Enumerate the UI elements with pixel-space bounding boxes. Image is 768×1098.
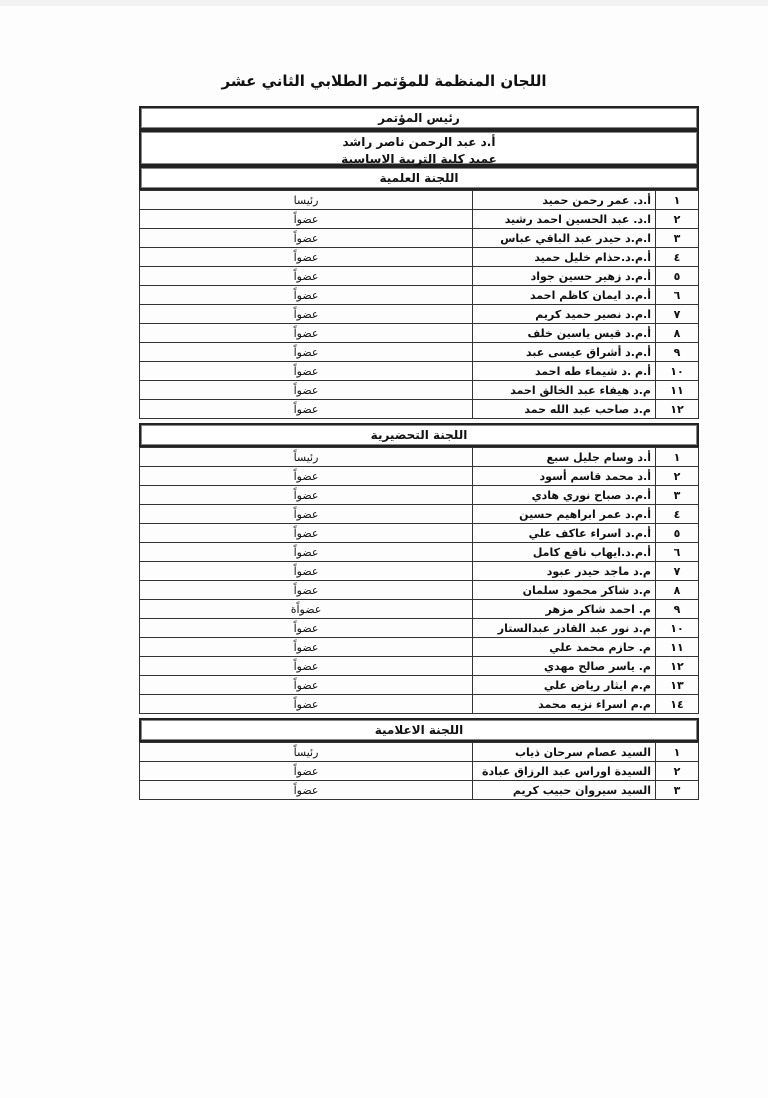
member-role: عضواً (140, 543, 473, 562)
committee-table-preparatory (139, 447, 699, 714)
table-row (140, 343, 699, 362)
committee-header-scientific: اللجنة العلمية (139, 166, 699, 190)
member-number: ١١ (656, 638, 699, 657)
table-row (140, 324, 699, 343)
member-number: ١ (656, 743, 699, 762)
member-role: رئيساً (140, 448, 473, 467)
member-name: م.د صاحب عبد الله حمد (473, 400, 656, 419)
member-role: عضواً (140, 381, 473, 400)
table-row (140, 676, 699, 695)
member-name: أ.م.د اسراء عاكف علي (473, 524, 656, 543)
member-name: أ.م.د عمر ابراهيم حسين (473, 505, 656, 524)
table-row (140, 600, 699, 619)
table-row (140, 762, 699, 781)
member-name: أ.م.د زهير حسين جواد (473, 267, 656, 286)
president-header: رئيس المؤتمر (139, 106, 699, 130)
member-number: ٥ (656, 524, 699, 543)
table-row (140, 191, 699, 210)
table-row (140, 381, 699, 400)
member-role: عضواً (140, 305, 473, 324)
member-number: ١١ (656, 381, 699, 400)
member-number: ٣ (656, 229, 699, 248)
president-title: عميد كلية التربية الاساسية (341, 152, 497, 166)
member-number: ١٢ (656, 657, 699, 676)
member-number: ١ (656, 191, 699, 210)
member-number: ٢ (656, 467, 699, 486)
member-name: ا.م.د حيدر عبد الباقي عباس (473, 229, 656, 248)
member-name: ا.د. عبد الحسين احمد رشيد (473, 210, 656, 229)
member-name: م.م ايثار رياض علي (473, 676, 656, 695)
table-row (140, 562, 699, 581)
table-row (140, 505, 699, 524)
table-row (140, 267, 699, 286)
committees-sheet (139, 106, 699, 800)
member-number: ١٣ (656, 676, 699, 695)
member-number: ٢ (656, 762, 699, 781)
member-number: ٥ (656, 267, 699, 286)
member-role: عضواً (140, 210, 473, 229)
member-role: عضواً (140, 562, 473, 581)
member-name: م. ياسر صالح مهدي (473, 657, 656, 676)
table-row (140, 400, 699, 419)
table-row (140, 229, 699, 248)
member-name: أ.م.د.ايهاب نافع كامل (473, 543, 656, 562)
member-name: أ.د وسام جليل سبع (473, 448, 656, 467)
member-number: ٦ (656, 543, 699, 562)
member-role: عضواً (140, 581, 473, 600)
member-role: عضواً (140, 762, 473, 781)
committee-table-scientific (139, 190, 699, 419)
president-block (139, 130, 699, 166)
member-name: ا.م.د نصير حميد كريم (473, 305, 656, 324)
member-role: رئيساً (140, 743, 473, 762)
member-role: عضواً (140, 638, 473, 657)
member-role: عضواً (140, 467, 473, 486)
table-row (140, 362, 699, 381)
member-number: ٣ (656, 486, 699, 505)
member-role: عضواً (140, 695, 473, 714)
member-role: عضواً (140, 676, 473, 695)
member-role: عضواً (140, 781, 473, 800)
member-role: عضواً (140, 486, 473, 505)
table-row (140, 638, 699, 657)
table-row (140, 743, 699, 762)
table-row (140, 305, 699, 324)
member-role: عضواً (140, 657, 473, 676)
committee-header-preparatory: اللجنة التحضيرية (139, 423, 699, 447)
member-number: ١ (656, 448, 699, 467)
table-row (140, 543, 699, 562)
member-role: عضواً (140, 267, 473, 286)
member-name: م.د شاكر محمود سلمان (473, 581, 656, 600)
member-name: م.م اسراء نزيه محمد (473, 695, 656, 714)
member-name: أ.م .د شيماء طه احمد (473, 362, 656, 381)
member-role: عضواً (140, 362, 473, 381)
table-row (140, 486, 699, 505)
member-role: عضواً (140, 524, 473, 543)
table-row (140, 581, 699, 600)
member-name: م. حازم محمد علي (473, 638, 656, 657)
member-name: أ.م.د أشراق عيسى عبد (473, 343, 656, 362)
member-role: عضواً (140, 286, 473, 305)
member-number: ٨ (656, 324, 699, 343)
table-row (140, 210, 699, 229)
member-name: السيد عصام سرحان ذياب (473, 743, 656, 762)
table-row (140, 248, 699, 267)
committee-table-media (139, 742, 699, 800)
member-name: م.د ماجد حيدر عبود (473, 562, 656, 581)
member-number: ٩ (656, 600, 699, 619)
member-name: أ.د محمد قاسم أسود (473, 467, 656, 486)
member-name: السيد سيروان حبيب كريم (473, 781, 656, 800)
member-number: ٧ (656, 562, 699, 581)
member-name: م. احمد شاكر مزهر (473, 600, 656, 619)
member-number: ١٤ (656, 695, 699, 714)
member-role: عضواً (140, 505, 473, 524)
member-name: السيدة اوراس عبد الرزاق عبادة (473, 762, 656, 781)
table-row (140, 657, 699, 676)
member-number: ١٠ (656, 619, 699, 638)
table-row (140, 695, 699, 714)
table-row (140, 781, 699, 800)
table-row (140, 448, 699, 467)
member-role: عضواً (140, 324, 473, 343)
page-title: اللجان المنظمة للمؤتمر الطلابي الثاني عشر (221, 72, 547, 90)
member-role: عضواً (140, 400, 473, 419)
member-number: ٧ (656, 305, 699, 324)
member-role: رئيسا (140, 191, 473, 210)
member-role: عضواً (140, 619, 473, 638)
member-number: ٨ (656, 581, 699, 600)
member-number: ٦ (656, 286, 699, 305)
member-name: أ.د. عمر رحمن حميد (473, 191, 656, 210)
member-number: ١٢ (656, 400, 699, 419)
member-name: أ.م.د ايمان كاظم احمد (473, 286, 656, 305)
member-number: ٤ (656, 505, 699, 524)
member-number: ١٠ (656, 362, 699, 381)
member-number: ٢ (656, 210, 699, 229)
scan-edge (0, 0, 768, 6)
member-role: عضواً (140, 248, 473, 267)
member-number: ٤ (656, 248, 699, 267)
table-row (140, 286, 699, 305)
member-name: أ.م.د صباح نوري هادي (473, 486, 656, 505)
member-number: ٩ (656, 343, 699, 362)
committee-header-media: اللجنة الاعلامية (139, 718, 699, 742)
member-number: ٣ (656, 781, 699, 800)
table-row (140, 467, 699, 486)
member-name: م.د هيفاء عبد الخالق احمد (473, 381, 656, 400)
table-row (140, 524, 699, 543)
member-role: عضواًة (140, 600, 473, 619)
member-name: م.د نور عبد القادر عبدالستار (473, 619, 656, 638)
table-row (140, 619, 699, 638)
member-role: عضواً (140, 343, 473, 362)
president-name: أ.د عبد الرحمن ناصر راشد (342, 135, 496, 149)
member-role: عضواً (140, 229, 473, 248)
member-name: أ.م.د قيس ياسين خلف (473, 324, 656, 343)
member-name: أ.م.د.حذام خليل حميد (473, 248, 656, 267)
